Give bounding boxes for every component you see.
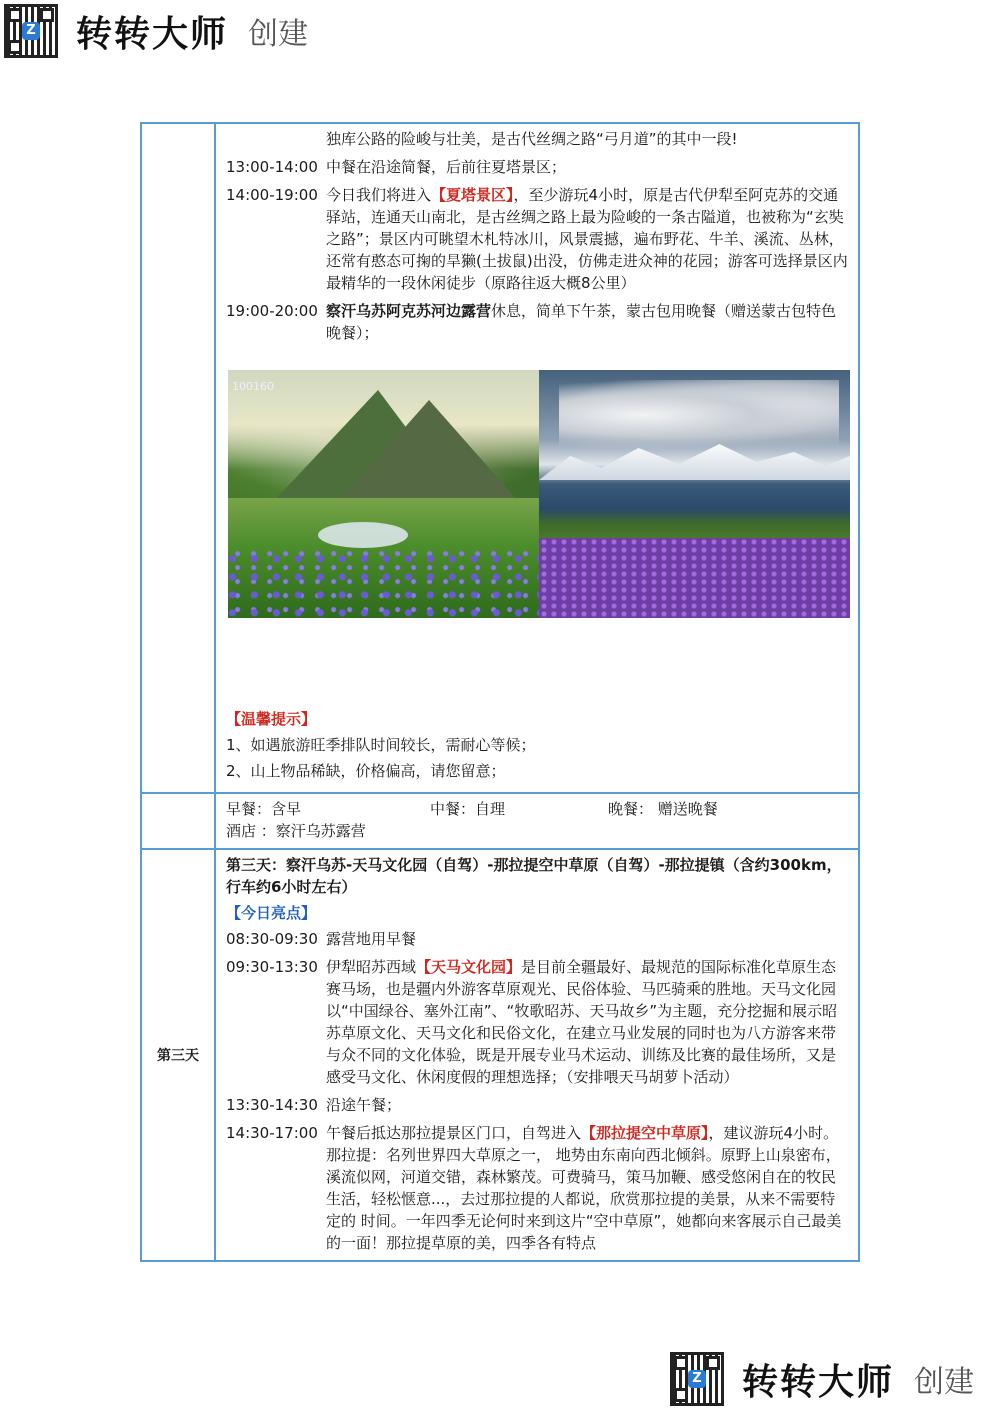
valley-meadow-photo: [228, 370, 539, 618]
day2-meals-row: [141, 793, 859, 849]
schedule-time: 14:30-17:00: [226, 1124, 318, 1142]
brand-suffix: 创建: [248, 17, 309, 52]
schedule-time: 09:30-13:30: [226, 958, 318, 976]
schedule-item: [226, 1122, 850, 1254]
highlights-label: 【今日亮点】: [226, 904, 317, 922]
schedule-time: 13:30-14:30: [226, 1096, 318, 1114]
schedule-desc: 中餐在沿途简餐，后前往夏塔景区；: [326, 158, 567, 176]
highlight-spot: 【那拉提空中草原】: [581, 1124, 709, 1142]
dinner-info: 晚餐： 赠送晚餐: [608, 800, 718, 818]
schedule-item: [226, 184, 850, 294]
schedule-time: 19:00-20:00: [226, 302, 318, 320]
schedule-desc: 午餐后抵达那拉提景区门口，自驾进入【那拉提空中草原】，建议游玩4小时。那拉提：名列世界四大草原之一， 地势由东南向西北倾斜。原野上山泉密布，溪流似网，河道交错，森林繁茂。可费骑马，策马加鞭、感受悠闲自在的牧民生活，轻松惬意...，去过那拉提的人都说，欣赏那拉提的美景，从来不需要特定的 时间。一年四季无论何时来到这片“空中草原”，她都向来客展示自己最美的一面！那拉提草原的美，四季各有特点: [326, 1124, 842, 1252]
schedule-item: [226, 156, 850, 178]
schedule-desc: 今日我们将进入【夏塔景区】，至少游玩4小时，原是古代伊犁至阿克苏的交通驿站，连通天山南北，是古丝绸之路上最为险峻的一条古隘道，也被称为“玄奘之路”；景区内可眺望木札特冰川，风景震撼，遍布野花、牛羊、溪流、丛林，还常有憨态可掬的旱獭(土拔鼠)出没，仿佛走进众神的花园；游客可选择景区内最精华的一段休闲徒步（原路往返大概8公里）: [326, 186, 848, 292]
day2-meals: [215, 793, 859, 849]
day3-title: 第三天：察汗乌苏-天马文化园（自驾）-那拉提空中草原（自驾）-那拉提镇（含约300km，行车约6小时左右）: [226, 856, 842, 896]
scenery-photos: [228, 370, 850, 618]
brand-suffix: 创建: [914, 1365, 975, 1400]
header-brand: [4, 4, 308, 58]
day3-row: [141, 849, 859, 1261]
schedule-time: 14:00-19:00: [226, 186, 318, 204]
breakfast-info: 早餐：含早: [226, 800, 302, 818]
qr-code-icon: Z: [4, 4, 58, 58]
schedule-item: [226, 1094, 850, 1116]
tips-title: 【温馨提示】: [226, 710, 317, 728]
schedule-item: [226, 956, 850, 1088]
schedule-desc: 沿途午餐；: [326, 1096, 402, 1114]
brand-name: 转转大师: [742, 1361, 895, 1403]
highlight-spot: 【夏塔景区】: [431, 186, 514, 204]
schedule-item: [226, 928, 850, 950]
schedule-item: [226, 300, 850, 344]
highlight-spot: 【天马文化园】: [416, 958, 522, 976]
schedule-desc: 露营地用早餐: [326, 930, 417, 948]
day2-continuation: 独库公路的险峻与壮美，是古代丝绸之路“弓月道”的其中一段!: [326, 130, 738, 148]
tip-item: 2、山上物品稀缺，价格偏高，请您留意；: [226, 762, 506, 780]
day2-label-cell: [141, 123, 215, 793]
schedule-time: 13:00-14:00: [226, 158, 318, 176]
brand-name: 转转大师: [76, 13, 229, 55]
schedule-desc: 伊犁昭苏西域【天马文化园】是目前全疆最好、最规范的国际标准化草原生态赛马场，也是疆内外游客草原观光、民俗体验、马匹骑乘的胜地。天马文化园以“中国绿谷、塞外江南”、“牧歌昭苏、天马故乡”为主题，充分挖掘和展示昭苏草原文化、天马文化和民俗文化，在建立马业发展的同时也为八方游客来带与众不同的文化体验，既是开展专业马术运动、训练及比赛的最佳场所，又是感受马文化、休闲度假的理想选择；（安排喂天马胡萝卜活动）: [326, 958, 838, 1086]
tip-item: 1、如遇旅游旺季排队时间较长，需耐心等候；: [226, 736, 536, 754]
day3-content: [215, 849, 859, 1261]
lunch-info: 中餐：自理: [430, 800, 506, 818]
schedule-desc: 察汗乌苏阿克苏河边露营休息，简单下午茶，蒙古包用晚餐（赠送蒙古包特色晚餐）；: [326, 302, 837, 342]
photo-tag: 100160: [232, 380, 274, 393]
snow-mountain-lavender-photo: [539, 370, 850, 618]
campsite-name: 察汗乌苏阿克苏河边露营: [326, 302, 492, 320]
day3-label: 第三天: [141, 849, 215, 1261]
day2-content: [215, 123, 859, 793]
day2-meals-label-cell: [141, 793, 215, 849]
hotel-info: 酒店 ：察汗乌苏露营: [226, 822, 366, 840]
schedule-time: 08:30-09:30: [226, 930, 318, 948]
itinerary-table: [140, 122, 860, 1262]
footer-brand: [670, 1352, 974, 1406]
day2-main-row: [141, 123, 859, 793]
qr-code-icon: Z: [670, 1352, 724, 1406]
